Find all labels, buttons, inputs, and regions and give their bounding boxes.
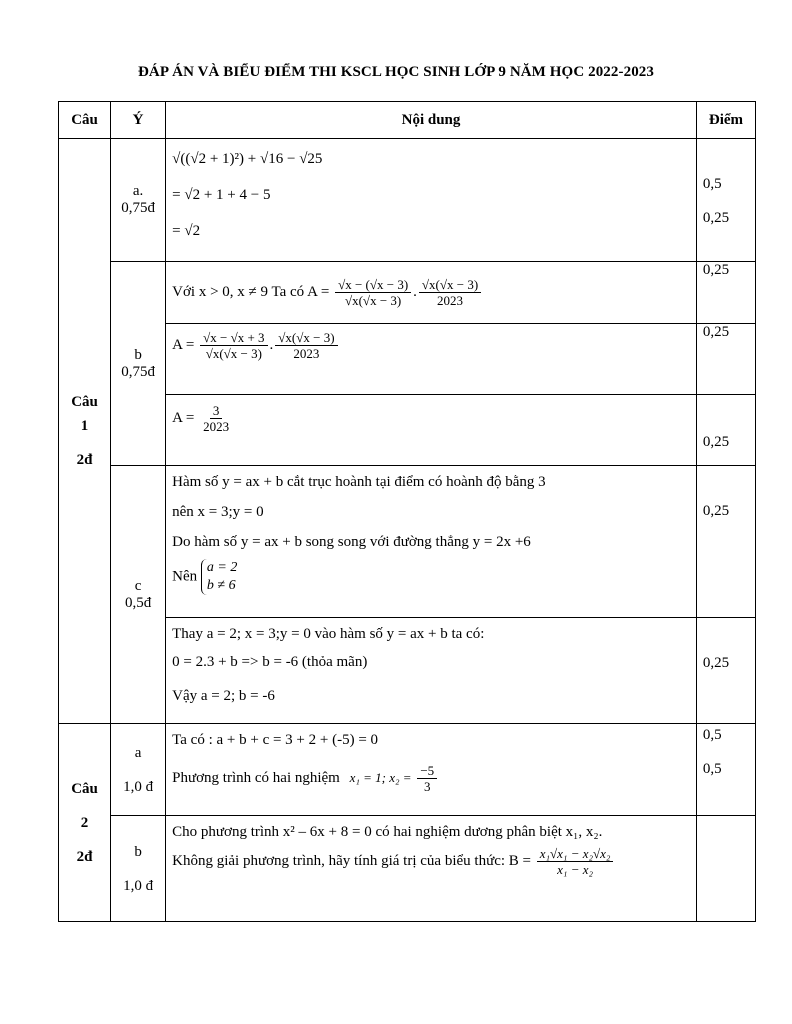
q1b-r2-text: A = bbox=[172, 336, 195, 353]
table-row bbox=[59, 262, 756, 324]
q1c-content2 bbox=[166, 618, 697, 724]
q1b-r1-frac1: $\frac{√x - (√x - 3)}{√x(√x - 3)}$ bbox=[335, 277, 411, 308]
q2-points: 2đ bbox=[76, 848, 93, 865]
q1b-content3 bbox=[166, 395, 697, 466]
q1b-label: b bbox=[134, 346, 142, 363]
q1-label: Câu bbox=[71, 394, 98, 410]
q1b-r3-text: A = bbox=[172, 409, 195, 426]
q1a-line1: √((√2 + 1)²) + √16 − √25 bbox=[172, 151, 323, 167]
q2a-label: a bbox=[134, 744, 142, 761]
table-row bbox=[59, 139, 756, 262]
q2b-line1: Cho phương trình x² – 6x + 8 = 0 có hai nghiệm dương phân biệt x₁, x₂. bbox=[172, 824, 603, 840]
q1b-r2-frac2: $\frac{√x(√x - 3)}{2023}$ bbox=[275, 330, 337, 361]
header-diem: Điểm bbox=[696, 102, 755, 139]
q2-label: Câu bbox=[71, 780, 98, 797]
q2b-label-cell bbox=[111, 816, 166, 922]
q2b-line2: Không giải phương trình, hãy tính giá trị của biểu thức: B = $\frac{\text{x₁√x₁ − x₂√x₂}}{\text{x₁ − x₂}}$ bbox=[172, 846, 690, 877]
q1a-score2: 0,25 bbox=[702, 210, 730, 226]
q1b-label-cell bbox=[111, 262, 166, 466]
q1b-content1: Với x > 0, x ≠ 9 Ta có A = $\frac{√x - (√x - 3)}{√x(√x - 3)}$ . $\frac{√x(√x - 3)}{2023}$ bbox=[166, 262, 697, 324]
header-noidung: Nội dung bbox=[166, 102, 697, 139]
q2b-points: 1,0 đ bbox=[123, 877, 154, 894]
q1a-line3: = √2 bbox=[172, 223, 201, 239]
q1c-score1: 0,25 bbox=[696, 466, 755, 618]
table-row bbox=[59, 466, 756, 618]
q1-points: 2đ bbox=[76, 452, 93, 468]
q1c-line4: Nên a = 2 b ≠ 6 bbox=[172, 560, 238, 593]
q2a-frac: $\frac{-5}{3}$ bbox=[417, 763, 437, 794]
q1a-score1: 0,5 bbox=[702, 176, 722, 192]
q1c-line5: Thay a = 2; x = 3;y = 0 vào hàm số y = ax + b ta có: bbox=[172, 626, 485, 642]
header-cau: Câu bbox=[59, 102, 111, 139]
table-header-row bbox=[59, 102, 756, 139]
table-row bbox=[59, 816, 756, 922]
answer-table bbox=[58, 101, 756, 922]
q1b-score3: 0,25 bbox=[696, 395, 755, 466]
q1b-r2-frac1: $\frac{√x - √x + 3}{√x(√x - 3)}$ bbox=[200, 330, 267, 361]
q1c-score2: 0,25 bbox=[696, 618, 755, 724]
q1c-line3: Do hàm số y = ax + b song song với đường thẳng y = 2x +6 bbox=[172, 534, 531, 550]
q1b-score2: 0,25 bbox=[696, 324, 755, 395]
table-row bbox=[59, 724, 756, 816]
q1a-content bbox=[166, 139, 697, 262]
q1a-line2: = √2 + 1 + 4 − 5 bbox=[172, 187, 271, 203]
q1a-label: a. bbox=[132, 183, 144, 199]
q1c-system: a = 2 b ≠ 6 bbox=[201, 559, 237, 595]
q1c-label: c bbox=[134, 577, 142, 594]
q2a-score: 0,5 0,5 bbox=[696, 724, 755, 816]
q1b-r3-frac: $\frac{3}{2023}$ bbox=[203, 403, 230, 434]
q2b-frac: $\frac{\text{x₁√x₁ − x₂√x₂}}{\text{x₁ − x₂}}$ bbox=[537, 846, 614, 877]
q2-num: 2 bbox=[80, 814, 89, 831]
q1c-content1 bbox=[166, 466, 697, 618]
q1c-line2: nên x = 3;y = 0 bbox=[172, 504, 264, 520]
q1b-content2: A = $\frac{√x - √x + 3}{√x(√x - 3)}$ . $\frac{√x(√x - 3)}{2023}$ bbox=[166, 324, 697, 395]
q1-cell bbox=[59, 139, 111, 724]
q1c-line6: 0 = 2.3 + b => b = -6 (thỏa mãn) bbox=[172, 654, 368, 670]
q1c-line1: Hàm số y = ax + b cắt trục hoành tại điểm có hoành độ bằng 3 bbox=[172, 474, 546, 490]
q2b-score bbox=[696, 816, 755, 922]
page-title: ĐÁP ÁN VÀ BIỂU ĐIỂM THI KSCL HỌC SINH LỚP 9 NĂM HỌC 2022-2023 bbox=[137, 64, 655, 80]
q2a-content bbox=[166, 724, 697, 816]
q1c-points: 0,5đ bbox=[124, 594, 152, 611]
q2a-line1: Ta có : a + b + c = 3 + 2 + (-5) = 0 bbox=[172, 732, 379, 748]
header-y: Ý bbox=[111, 102, 166, 139]
q1a-points: 0,75đ bbox=[121, 200, 155, 216]
q2b-content bbox=[166, 816, 697, 922]
q2a-line2: Phương trình có hai nghiệm x₁ = 1; x₂ = $\frac{-5}{3}$ bbox=[172, 763, 690, 794]
q1a-label-cell bbox=[111, 139, 166, 262]
q2-cell bbox=[59, 724, 111, 922]
q2b-label: b bbox=[134, 843, 142, 860]
q1c-line7: Vậy a = 2; b = -6 bbox=[172, 688, 275, 704]
q1a-score bbox=[696, 139, 755, 262]
q1-num: 1 bbox=[80, 418, 89, 434]
q2a-label-cell bbox=[111, 724, 166, 816]
q1b-r1-text: Với x > 0, x ≠ 9 Ta có A = bbox=[172, 283, 330, 300]
q1b-points: 0,75đ bbox=[121, 363, 155, 380]
q1b-score1: 0,25 bbox=[696, 262, 755, 324]
q2a-points: 1,0 đ bbox=[123, 778, 154, 795]
q1c-label-cell bbox=[111, 466, 166, 724]
q1b-r1-frac2: $\frac{√x(√x - 3)}{2023}$ bbox=[419, 277, 481, 308]
